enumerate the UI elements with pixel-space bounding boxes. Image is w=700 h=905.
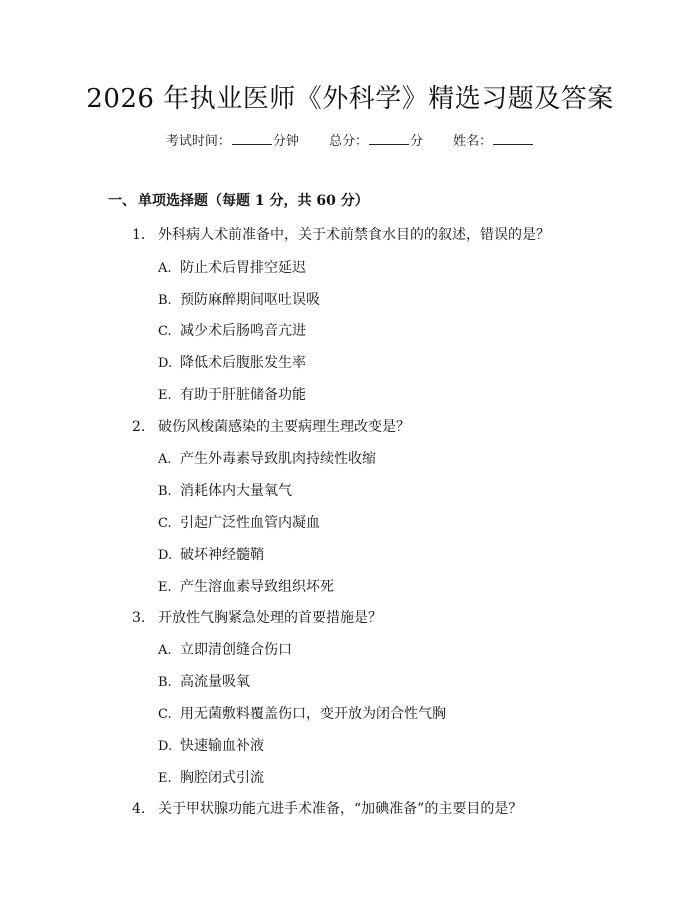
question-1-option-e [158, 384, 306, 404]
option-text: 产生外毒素导致肌肉持续性收缩 [180, 451, 376, 467]
option-text: 立即清创缝合伤口 [180, 642, 292, 658]
option-letter: C. [158, 516, 172, 531]
exam-meta-line [0, 130, 700, 149]
question-1-option-a [158, 257, 306, 277]
option-text: 防止术后胃排空延迟 [180, 260, 306, 276]
question-text: 关于甲状腺功能亢进手术准备，“加碘准备”的主要目的是？ [158, 801, 523, 817]
option-letter: A. [158, 643, 172, 658]
question-number: 3. [132, 610, 146, 626]
section-title: 单项选择题（每题 1 分，共 60 分） [138, 193, 369, 209]
exam-time-unit: 分钟 [272, 134, 299, 149]
option-letter: E. [158, 388, 172, 403]
option-letter: C. [158, 324, 172, 339]
question-3-option-d [158, 735, 264, 755]
option-letter: B. [158, 675, 172, 690]
option-text: 产生溶血素导致组织坏死 [180, 579, 334, 595]
total-score-label: 总分： [328, 134, 368, 149]
option-letter: E. [158, 771, 172, 786]
option-text: 降低术后腹胀发生率 [180, 355, 306, 371]
section-heading [108, 190, 369, 210]
option-text: 破坏神经髓鞘 [180, 547, 264, 563]
total-score-field [329, 130, 423, 149]
question-3-option-a [158, 639, 292, 659]
question-2-option-e [158, 576, 334, 596]
option-text: 快速输血补液 [180, 738, 264, 754]
total-score-blank [369, 133, 409, 145]
option-text: 高流量吸氧 [180, 674, 250, 690]
question-2-option-a [158, 448, 376, 468]
option-text: 胸腔闭式引流 [180, 770, 264, 786]
question-3-option-c [158, 703, 446, 723]
name-field [453, 130, 534, 149]
question-text: 外科病人术前准备中，关于术前禁食水目的的叙述，错误的是？ [158, 227, 550, 243]
page-title: 2026 年执业医师《外科学》精选习题及答案 [86, 84, 614, 114]
option-text: 减少术后肠鸣音亢进 [180, 323, 306, 339]
name-label: 姓名： [453, 134, 493, 149]
option-text: 预防麻醉期间呕吐误吸 [180, 292, 320, 308]
question-1-option-d [158, 352, 306, 372]
option-letter: D. [158, 356, 173, 371]
exam-time-field [166, 130, 299, 149]
option-letter: B. [158, 484, 172, 499]
option-letter: A. [158, 452, 172, 467]
exam-time-label: 考试时间： [165, 134, 231, 149]
total-score-unit: 分 [410, 134, 424, 149]
question-2-option-d [158, 544, 264, 564]
question-1 [132, 224, 550, 244]
question-4 [132, 798, 522, 818]
option-text: 用无菌敷料覆盖伤口，变开放为闭合性气胸 [180, 706, 446, 722]
question-number: 4. [132, 801, 146, 817]
option-letter: E. [158, 580, 172, 595]
question-3-option-b [158, 671, 250, 691]
question-3 [132, 607, 382, 627]
question-number: 1. [132, 227, 146, 243]
option-letter: D. [158, 548, 173, 563]
name-blank [493, 133, 533, 145]
question-2-option-c [158, 512, 320, 532]
question-3-option-e [158, 767, 264, 787]
option-letter: A. [158, 261, 172, 276]
option-letter: B. [158, 293, 172, 308]
option-text: 消耗体内大量氧气 [180, 483, 292, 499]
option-text: 有助于肝脏储备功能 [180, 387, 306, 403]
question-2-option-b [158, 480, 292, 500]
question-text: 破伤风梭菌感染的主要病理生理改变是？ [158, 419, 410, 435]
question-1-option-c [158, 320, 306, 340]
section-number: 一、 [108, 193, 136, 209]
question-2 [132, 416, 410, 436]
question-number: 2. [132, 419, 146, 435]
option-letter: D. [158, 739, 173, 754]
question-text: 开放性气胸紧急处理的首要措施是？ [158, 610, 382, 626]
option-text: 引起广泛性血管内凝血 [180, 515, 320, 531]
option-letter: C. [158, 707, 172, 722]
exam-time-blank [232, 133, 272, 145]
question-1-option-b [158, 289, 320, 309]
